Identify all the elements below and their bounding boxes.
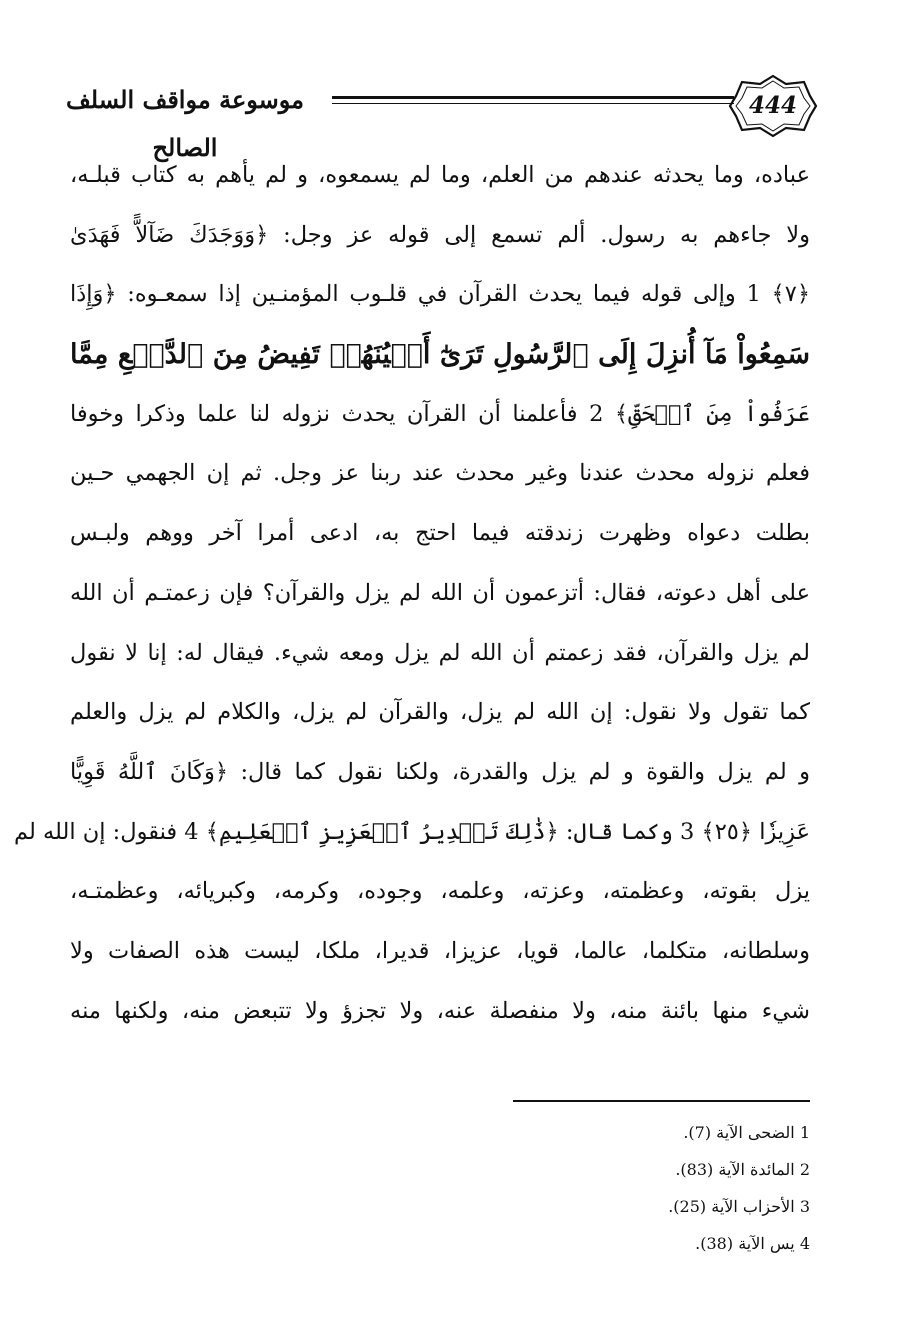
text-line: لم يزل والقرآن، فقد زعمتم أن الله لم يزل ومعه شيء. فيقال له: إنا لا نقول [70, 639, 810, 666]
text-line: بطلت دعواه وظهرت زندقته فيما احتج به، ادعى أمرا آخر ووهم ولبـس [70, 520, 810, 547]
footnote: 3 الأحزاب الآية (25). [668, 1197, 810, 1216]
text-line: على أهل دعوته، فقال: أتزعمون أن الله لم يزل والقرآن؟ فإن زعمتـم أن الله [70, 579, 810, 606]
body-text [13, 146, 810, 1041]
footnote-separator [513, 1100, 810, 1102]
page-number: 444 [748, 92, 797, 119]
page-number-badge [728, 74, 818, 138]
text-line: يزل بقوته، وعظمته، وعزته، وعلمه، وجوده، وكرمه، وكبريائه، وعظمتـه، [70, 878, 810, 905]
quran-verse-line: سَمِعُواْ مَآ أُنزِلَ إِلَى ٱلرَّسُولِ تَرَىٰٓ أَعۡيُنَهُمۡ تَفِيضُ مِنَ ٱلدَّمۡعِ مِمَّا [70, 339, 810, 371]
text-line: وسلطانه، متكلما، عالما، قويا، عزيزا، قديرا، ملكا، ليست هذه الصفات ولا [70, 937, 810, 964]
text-line: و لم يزل والقوة و لم يزل والقدرة، ولكنا نقول كما قال: ﴿وَكَانَ ٱللَّهُ قَوِيًّا [70, 758, 810, 785]
text-line: شيء منها بائنة منه، ولا منفصلة عنه، ولا تجزؤ ولا تتبعض منه، ولكنها منه [70, 997, 810, 1024]
text-line: كما تقول ولا نقول: إن الله لم يزل، والقرآن لم يزل، والكلام لم يزل والعلم [70, 699, 810, 726]
text-line: ﴿٧﴾ 1 وإلى قوله فيما يحدث القرآن في قلـوب المؤمنـين إذا سمعـوه: ﴿وَإِذَا [70, 281, 810, 308]
text-line: عباده، وما يحدثه عندهم من العلم، وما لم يسمعوه، و لم يأهم به كتاب قبلـه، [70, 162, 810, 188]
text-line: فعلم نزوله محدث عندنا وغير محدث عند ربنا عز وجل. ثم إن الجهمي حـين [70, 460, 810, 487]
text-line: عَزِيزٗا ﴿٢٥﴾ 3 وكما قال: ﴿ذَٰلِكَ تَقۡدِيرُ ٱلۡعَزِيزِ ٱلۡعَلِيمِ﴾ 4 فنقول: إن الله لم [13, 818, 810, 845]
footnote: 4 يس الآية (38). [695, 1234, 810, 1253]
header-rule-thin [332, 103, 734, 104]
text-line: ولا جاءهم به رسول. ألم تسمع إلى قوله عز وجل: ﴿وَوَجَدَكَ ضَآلاًّ فَهَدَىٰ [70, 221, 810, 248]
header-rule [332, 96, 734, 99]
footnotes [490, 1114, 810, 1262]
footnote: 2 المائدة الآية (83). [675, 1160, 810, 1179]
text-line: عَرَفُواْ مِنَ ٱلۡحَقِّ﴾ 2 فأعلمنا أن القرآن يحدث نزوله لنا علما وذكرا وخوفا [70, 400, 810, 427]
page-header [0, 68, 924, 162]
running-title: موسوعة مواقف السلف الصالح [65, 85, 305, 162]
footnote: 1 الضحى الآية (7). [683, 1123, 810, 1142]
